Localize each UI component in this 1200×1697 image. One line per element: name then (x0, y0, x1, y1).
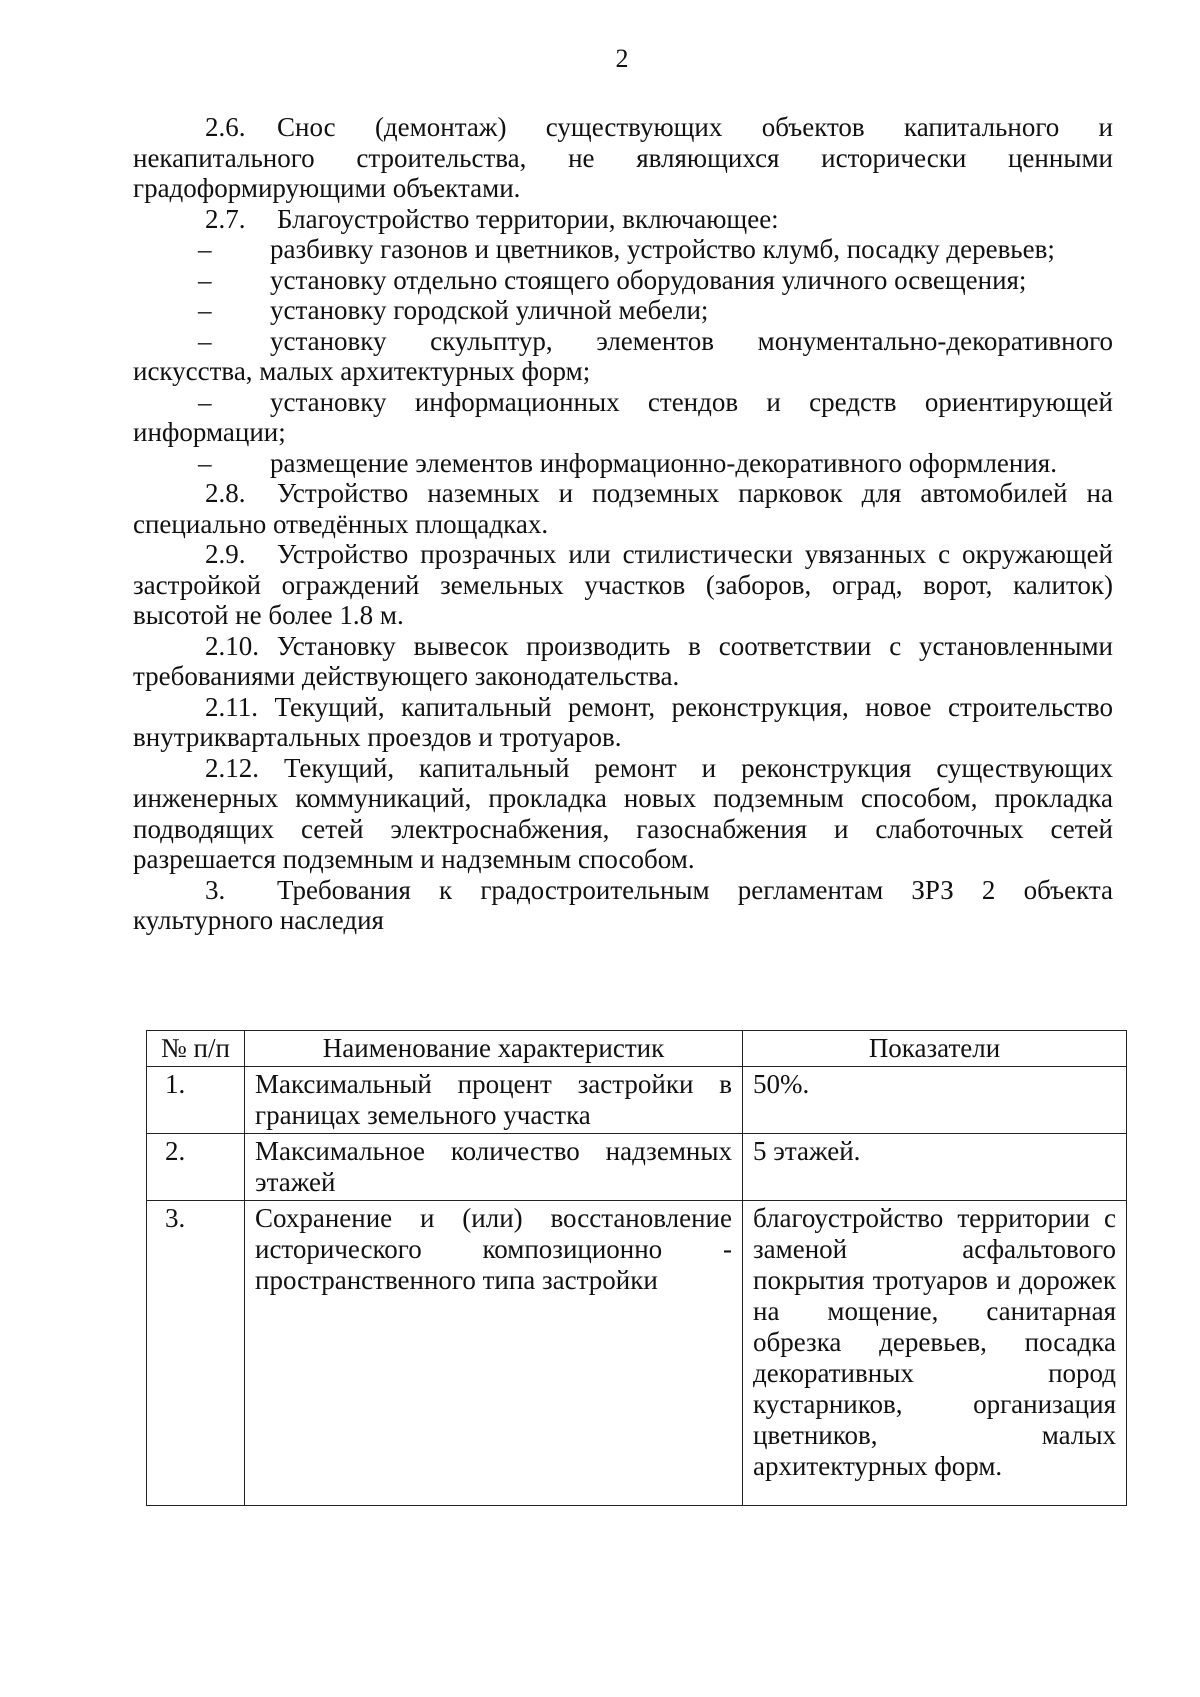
bullet-item (133, 234, 1113, 265)
bullet-text: разбивку газонов и цветников, устройство клумб, посадку деревьев; (270, 234, 1055, 264)
bullet-text: установку городской уличной мебели; (270, 295, 709, 325)
bullet-item (133, 387, 1113, 448)
table-row (147, 1134, 1127, 1201)
row-number: 2. (147, 1134, 245, 1201)
paragraph-2-12: 2.12. Текущий, капитальный ремонт и реконструкция существующих инженерных коммуникаций, прокладка новых подземным способом, прокладка подводящих сетей электроснабжения, газоснабжения и слаботочных сетей разрешается подземным и надземным способом. (133, 752, 1113, 874)
paragraph-text: Благоустройство территории, включающее: (277, 203, 779, 234)
header-value: Показатели (743, 1031, 1127, 1067)
paragraph-text: Требования к градостроительным регламентам ЗРЗ 2 объекта культурного наследия (133, 874, 1113, 935)
paragraph-number: 2.6. (205, 112, 246, 142)
bullet-item (133, 326, 1113, 387)
row-name: Максимальное количество надземных этажей (245, 1134, 743, 1201)
paragraph-text: Устройство прозрачных или стилистически увязанных с окружающей застройкой ограждений земельных участков (заборов, оград, ворот, калиток) высотой не более 1.8 м. (133, 539, 1113, 630)
paragraph-number: 3. (205, 874, 226, 905)
header-name: Наименование характеристик (245, 1031, 743, 1067)
paragraph-2-7 (133, 204, 1113, 235)
dash-marker: – (198, 234, 212, 264)
bullet-item (133, 295, 1113, 326)
requirements-table (146, 1030, 1127, 1506)
row-name: Максимальный процент застройки в границах земельного участка (245, 1067, 743, 1134)
table-header-row (147, 1031, 1127, 1067)
bullet-text: установку скульптур, элементов монументально-декоративного искусства, малых архитектурных форм; (133, 325, 1113, 386)
paragraph-2-11: 2.11. Текущий, капитальный ремонт, реконструкция, новое строительство внутриквартальных проездов и тротуаров. (133, 691, 1113, 752)
row-value: 50%. (743, 1067, 1127, 1134)
dash-marker: – (198, 264, 212, 295)
paragraph-number: 2.9. (205, 539, 246, 569)
bullet-text: размещение элементов информационно-декоративного оформления. (270, 447, 1057, 478)
paragraph-3 (133, 875, 1113, 936)
bullet-item (133, 265, 1113, 296)
paragraph-2-6 (133, 112, 1113, 204)
page-number: 2 (615, 44, 629, 73)
document-body (133, 112, 1113, 936)
bullet-text: установку отдельно стоящего оборудования уличного освещения; (270, 264, 1027, 295)
paragraph-text: Устройство наземных и подземных парковок для автомобилей на специально отведённых площадках. (133, 478, 1113, 539)
header-number: № п/п (147, 1031, 245, 1067)
row-name: Сохранение и (или) восстановление исторического композиционно - пространственного типа застройки (245, 1201, 743, 1506)
row-number: 1. (147, 1067, 245, 1134)
dash-marker: – (198, 295, 212, 325)
requirements-table-wrap (146, 1030, 1126, 1506)
paragraph-number: 2.8. (205, 478, 246, 508)
row-value: 5 этажей. (743, 1134, 1127, 1201)
table-row (147, 1067, 1127, 1134)
bullet-item (133, 448, 1113, 479)
paragraph-2-8 (133, 478, 1113, 539)
row-value: благоустройство территории с заменой асфальтового покрытия тротуаров и дорожек на мощение, санитарная обрезка деревьев, посадка декоративных пород кустарников, организация цветников, малых архитектурных форм. (743, 1201, 1127, 1506)
dash-marker: – (198, 325, 212, 356)
paragraph-2-9 (133, 539, 1113, 631)
dash-marker: – (198, 386, 212, 417)
row-number: 3. (147, 1201, 245, 1506)
dash-marker: – (198, 447, 212, 478)
bullet-text: установку информационных стендов и средств ориентирующей информации; (133, 386, 1113, 447)
table-row (147, 1201, 1127, 1506)
paragraph-2-10: 2.10. Установку вывесок производить в соответствии с установленными требованиями действующего законодательства. (133, 630, 1113, 691)
paragraph-text: Снос (демонтаж) существующих объектов капитального и некапитального строительства, не являющихся исторически ценными градоформирующими объектами. (133, 112, 1113, 203)
paragraph-number: 2.7. (205, 203, 246, 234)
